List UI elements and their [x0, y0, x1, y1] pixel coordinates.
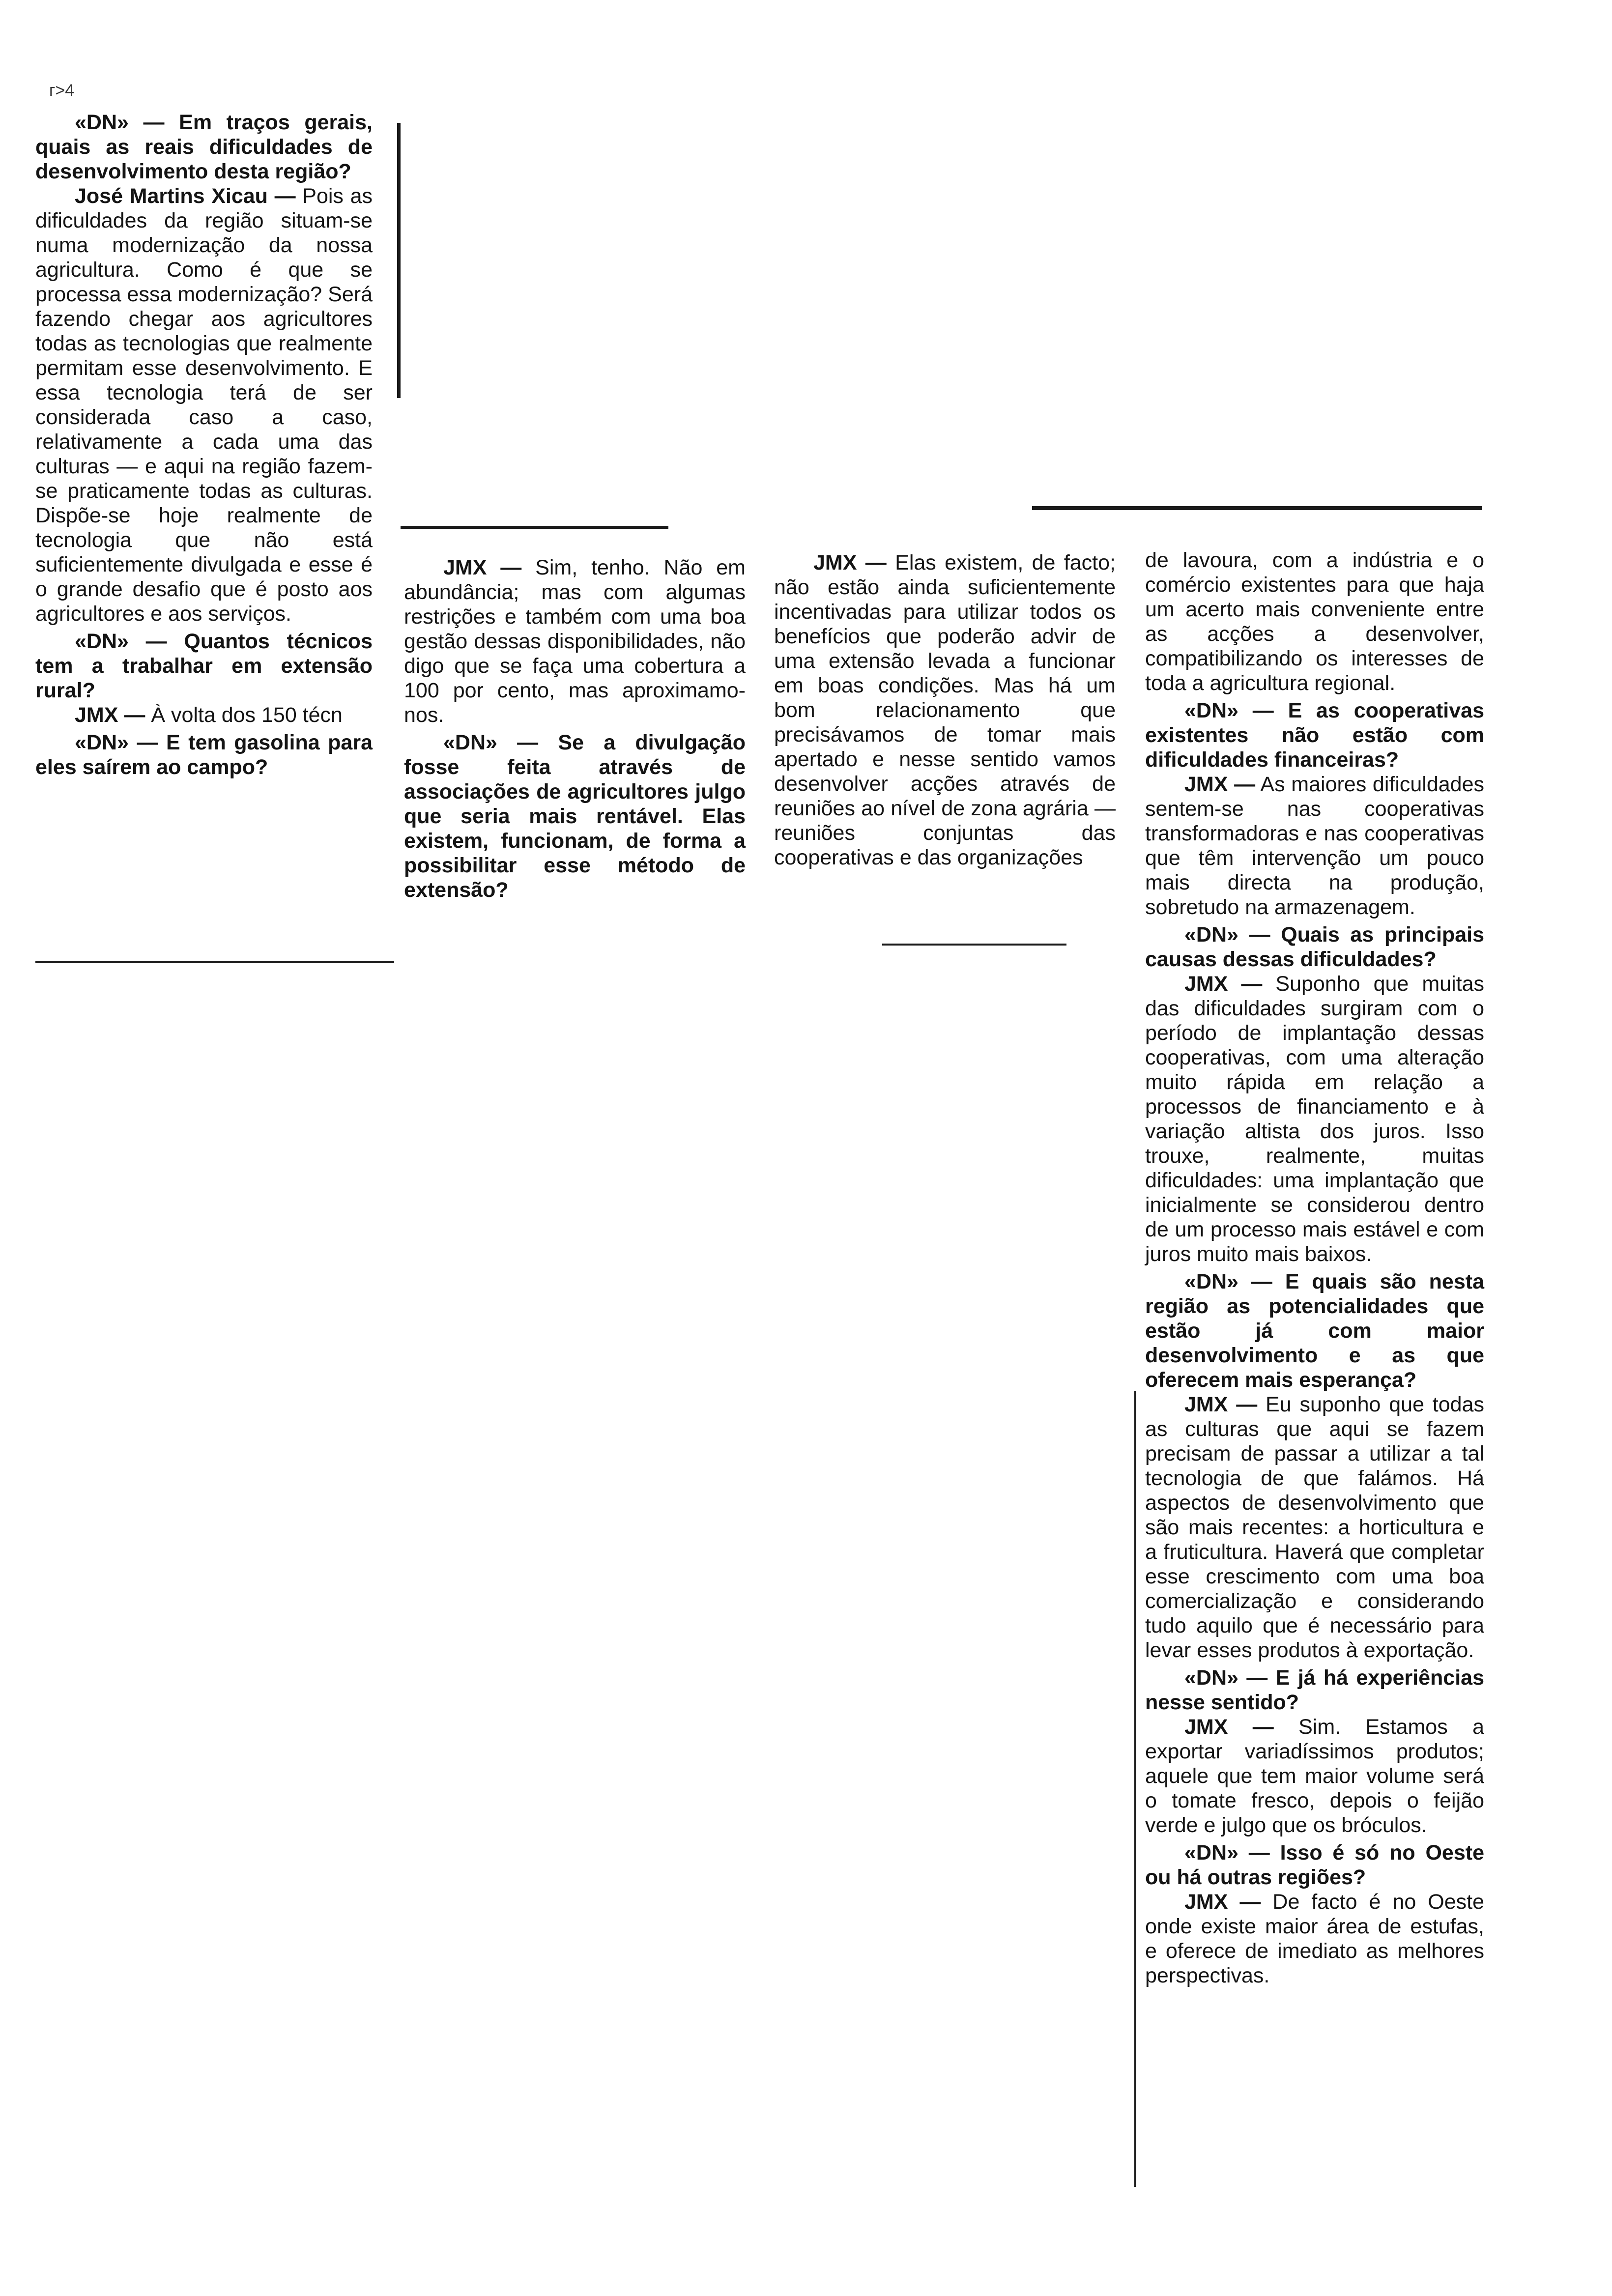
question-paragraph — [35, 110, 373, 184]
speaker-label: JMX — — [1184, 773, 1256, 796]
answer-paragraph — [1145, 772, 1484, 919]
speaker-label: «DN» — — [1184, 1666, 1268, 1690]
question-paragraph — [35, 730, 373, 779]
paragraph-text: Em traços gerais, quais as reais dificuldades de desenvolvimento desta região? — [35, 111, 373, 183]
answer-paragraph — [35, 703, 373, 727]
paragraph-text: Sim. Estamos a exportar variadíssimos produtos; aquele que tem maior volume será o tomate fresco, depois o feijão verde e julgo que os bróculos. — [1145, 1715, 1484, 1837]
question-paragraph — [1145, 1665, 1484, 1715]
speaker-label: JMX — — [1184, 972, 1263, 996]
paragraph-text: E já há experiências nesse sentido? — [1145, 1666, 1484, 1714]
speaker-label: «DN» — — [75, 111, 165, 134]
paragraph-text: Pois as dificuldades da região situam-se numa modernização da nossa agricultura. Como é que se processa essa modernização? Será fazendo chegar aos agricultores todas as tecnologias que realmente permitam esse desenvolvimento. E essa tecnologia terá de ser considerada caso a caso, relativamente a cada uma das culturas — e aqui na região fazem-se praticamente todas as culturas. Dispõe-se hoje realmente de tecnologia que não está suficientemente divulgada e esse é o grande desafio que é posto aos agricultores e aos serviços. — [35, 184, 373, 626]
speaker-label: JMX — — [1184, 1890, 1261, 1914]
question-paragraph — [1145, 1840, 1484, 1890]
paragraph-text: Se a divulgação fosse feita através de associações de agricultores julgo que seria mais rentável. Elas existem, funcionam, de forma a possibilitar esse método de extensão? — [404, 731, 746, 902]
paragraph-text: Eu suponho que todas as culturas que aqui se fazem precisam de passar a utilizar a tal tecnologia de que falámos. Há aspectos de desenvolvimento que são mais recentes: a horticultura e a fruticultura. Haverá que completar esse crescimento com uma boa comercialização e considerando tudo aquilo que é necessário para levar esses produtos à exportação. — [1145, 1393, 1484, 1662]
speaker-label: «DN» — — [1184, 1841, 1270, 1865]
paragraph-text: Quantos técnicos tem a trabalhar em extensão rural? — [35, 630, 373, 702]
question-paragraph — [1145, 922, 1484, 972]
paragraph-text: Isso é só no Oeste ou há outras regiões? — [1145, 1841, 1484, 1889]
speaker-label: JMX — — [443, 556, 522, 579]
paragraph-text: Suponho que muitas das dificuldades surgiram com o período de implantação dessas cooperativas, com uma alteração muito rápida em relação a processos de financiamento e à variação altista dos juros. Isso trouxe, realmente, muitas dificuldades: uma implantação que inicialmente se considerou dentro de um processo mais estável e com juros muito mais baixos. — [1145, 972, 1484, 1266]
question-paragraph — [404, 730, 746, 902]
answer-paragraph — [404, 555, 746, 727]
answer-paragraph — [1145, 548, 1484, 695]
speaker-label: JMX — — [813, 551, 887, 574]
column-4-left-rule — [1134, 1391, 1136, 2187]
column-1-bottom-rule — [35, 961, 394, 963]
paragraph-text: de lavoura, com a indústria e o comércio existentes para que haja um acerto mais conveniente entre as acções a desenvolver, compatibilizando os interesses de toda a agricultura regional. — [1145, 548, 1484, 695]
paragraph-text: E as cooperativas existentes não estão com dificuldades financeiras? — [1145, 699, 1484, 772]
speaker-label: «DN» — — [1184, 923, 1270, 947]
question-paragraph — [35, 629, 373, 703]
answer-paragraph — [1145, 972, 1484, 1266]
speaker-label: JMX — — [1184, 1393, 1258, 1416]
column-3 — [774, 550, 1116, 870]
question-paragraph — [1145, 1269, 1484, 1392]
speaker-label: JMX — — [1184, 1715, 1274, 1739]
speaker-label: JMX — — [75, 703, 145, 727]
paragraph-text: E tem gasolina para eles saírem ao campo? — [35, 731, 373, 779]
answer-paragraph — [774, 550, 1116, 870]
paragraph-text: De facto é no Oeste onde existe maior área de estufas, e oferece de imediato as melhores perspectivas. — [1145, 1890, 1484, 1987]
column-3-bottom-rule — [882, 944, 1066, 946]
column-4 — [1145, 548, 1484, 1988]
question-paragraph — [1145, 698, 1484, 772]
speaker-label: «DN» — — [75, 731, 158, 754]
top-rule-left — [401, 526, 668, 529]
paragraph-text: As maiores dificuldades sentem-se nas cooperativas transformadoras e nas cooperativas que têm intervenção um pouco mais directa na produção, sobretudo na armazenagem. — [1145, 773, 1484, 919]
top-rule-right — [1032, 506, 1482, 510]
speaker-label: «DN» — — [443, 731, 539, 754]
answer-paragraph — [35, 184, 373, 626]
column-2 — [404, 555, 746, 902]
speaker-label: «DN» — — [1184, 1270, 1272, 1293]
paragraph-text: Quais as principais causas dessas dificuldades? — [1145, 923, 1484, 971]
speaker-label: José Martins Xicau — — [75, 184, 296, 208]
speaker-label: «DN» — — [75, 630, 167, 653]
answer-paragraph — [1145, 1392, 1484, 1663]
paragraph-text: E quais são nesta região as potencialidades que estão já com maior desenvolvimento e as que oferecem mais esperança? — [1145, 1270, 1485, 1392]
answer-paragraph — [1145, 1715, 1484, 1837]
corner-mark: г>4 — [49, 81, 75, 100]
speaker-label: «DN» — — [1184, 699, 1274, 722]
paragraph-text: Elas existem, de facto; não estão ainda suficientemente incentivadas para utilizar todos os benefícios que poderão advir de uma extensão levada a funcionar em boas condições. Mas há um bom relacionamento que precisávamos de tomar mais apertado e nesse sentido vamos desenvolver acções através de reuniões ao nível de zona agrária — reuniões conjuntas das cooperativas e das organizações — [774, 551, 1116, 869]
paragraph-text: Sim, tenho. Não em abundância; mas com algumas restrições e também com uma boa gestão dessas disponibilidades, não digo que se faça uma cobertura a 100 por cento, mas aproximamo-nos. — [404, 556, 746, 727]
column-1 — [35, 107, 373, 779]
paragraph-text: À volta dos 150 técn — [151, 703, 343, 727]
answer-paragraph — [1145, 1890, 1484, 1988]
column-1-right-rule — [397, 123, 401, 398]
